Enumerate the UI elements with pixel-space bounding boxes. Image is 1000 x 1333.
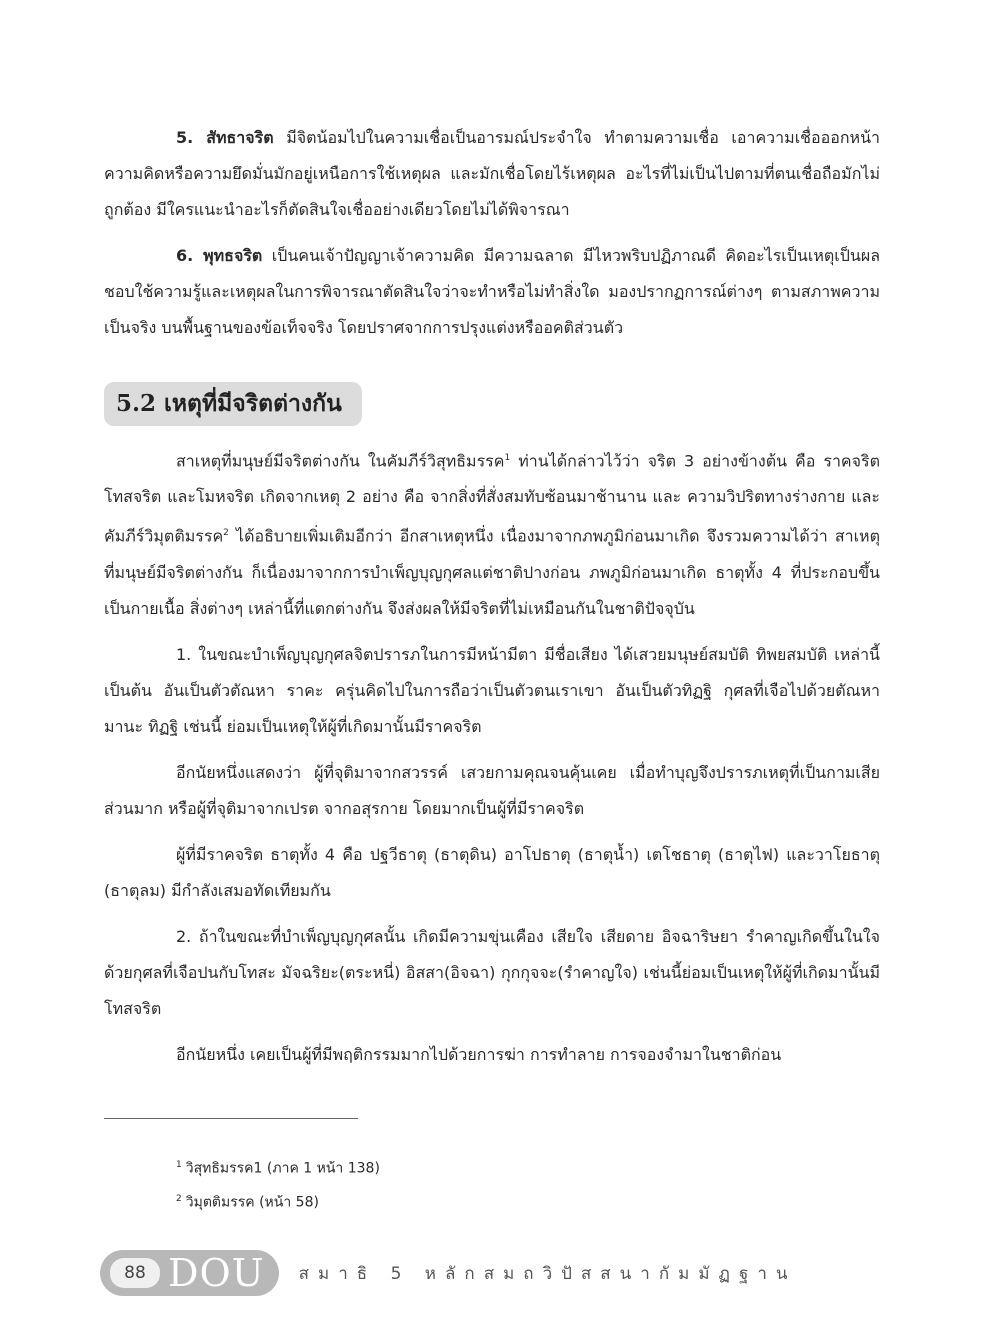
page-number: 88 [110, 1258, 160, 1288]
paragraph-dosa-cause: 2. ถ้าในขณะที่บำเพ็ญบุญกุศลนั้น เกิดมีความขุ่นเคือง เสียใจ เสียดาย อิจฉาริษยา รำคาญเกิดขึ้นในใจ ด้วยกุศลที่เจือปนกับโทสะ มัจฉริยะ(ตระหนี่) อิสสา(อิจฉา) กุกกุจจะ(รำคาญใจ) เช่นนี้ย่อมเป็นเหตุให้ผู้ที่เกิดมานั้นมีโทสจริต [104, 926, 880, 1018]
intro-text-3: ได้อธิบายเพิ่มเติมอีกว่า อีกสาเหตุหนึ่ง เนื่องมาจากภพภูมิก่อนมาเกิด จึงรวมความได้ว่า สาเหตุที่มนุษย์มีจริตต่างกัน ก็เนื่องมาจากการบำเพ็ญบุญกุศลแต่ชาติปางก่อน ภพภูมิก่อนมาเกิด ธาตุทั้ง 4 ที่ประกอบขึ้นเป็นกายเนื้อ สิ่งต่างๆ เหล่านี้ที่แตกต่างกัน จึงส่งผลให้มีจริตที่ไม่เหมือนกันในชาติปัจจุบัน [104, 526, 880, 618]
paragraph-raga-cause: 1. ในขณะบำเพ็ญบุญกุศลจิตปรารภในการมีหน้ามีตา มีชื่อเสียง ได้เสวยมนุษย์สมบัติ ทิพยสมบัติ เหล่านี้เป็นต้น อันเป็นตัวตัณหา ราคะ ครุ่นคิดไปในการถือว่าเป็นตัวตนเราเขา อันเป็นตัวทิฏฐิ กุศลที่เจือไปด้วยตัณหา มานะ ทิฏฐิ เช่นนี้ ย่อมเป็นเหตุให้ผู้ที่เกิดมานั้นมีราคจริต [104, 644, 880, 736]
paragraph-buddhi-carita [104, 238, 880, 346]
footer-badge [100, 1250, 279, 1296]
footnote-text: วิสุทธิมรรค1 (ภาค 1 หน้า 138) [185, 1160, 380, 1177]
top-content [104, 120, 880, 356]
paragraph-text: มีจิตน้อมไปในความเชื่อเป็นอารมณ์ประจำใจ ทำตามความเชื่อ เอาความเชื่อออกหน้า ความคิดหรือความยึดมั่นมักอยู่เหนือการใช้เหตุผล และมักเชื่อโดยไร้เหตุผล อะไรที่ไม่เป็นไปตามที่ตนเชื่อถือมักไม่ถูกต้อง มีใครแนะนำอะไรก็ตัดสินใจเชื่ออย่างเดียวโดยไม่ได้พิจารณา [104, 128, 880, 219]
section-heading-text: 5.2 เหตุที่มีจริตต่างกัน [116, 390, 342, 417]
footnote-ref-2[interactable]: 2 [223, 528, 229, 539]
section-body [104, 440, 880, 1083]
footnote-2 [176, 1184, 380, 1218]
footnote-divider [104, 1118, 358, 1119]
paragraph-dosa-alt: อีกนัยหนึ่ง เคยเป็นผู้ที่มีพฤติกรรมมากไปด้วยการฆ่า การทำลาย การจองจำมาในชาติก่อน [176, 1044, 782, 1064]
section-intro-paragraph [104, 440, 880, 627]
paragraph-raga-elements: ผู้ที่มีราคจริต ธาตุทั้ง 4 คือ ปฐวีธาตุ (ธาตุดิน) อาโปธาตุ (ธาตุน้ำ) เตโชธาตุ (ธาตุไฟ) และวาโยธาตุ (ธาตุลม) มีกำลังเสมอทัดเทียมกัน [104, 844, 880, 900]
term-saddha-carita: 5. สัทธาจริต [176, 128, 274, 147]
intro-text-2: ท่านได้กล่าวไว้ว่า จริต 3 อย่างข้างต้น คือ ราคจริต โทสจริต และโมหจริต เกิดจากเหตุ 2 อย่าง คือ จากสิ่งที่สั่งสมทับซ้อนมาช้านาน และ ความวิปริตทางร่างกาย และคัมภีร์วิมุตติมรรค [104, 451, 880, 546]
footnote-text: วิมุตติมรรค (หน้า 58) [185, 1194, 319, 1211]
footnote-ref-1[interactable]: 1 [504, 453, 511, 463]
footnote-mark: 2 [176, 1193, 182, 1204]
footnote-mark: 1 [176, 1160, 182, 1170]
term-buddhi-carita: 6. พุทธจริต [176, 246, 263, 265]
running-title: สมาธิ 5 หลักสมถวิปัสสนากัมมัฏฐาน [298, 1263, 797, 1284]
intro-text-1: สาเหตุที่มนุษย์มีจริตต่างกัน ในคัมภีร์วิสุทธิมรรค [176, 451, 505, 471]
dou-logo: DOU [168, 1251, 265, 1295]
footnote-1 [176, 1150, 380, 1184]
paragraph-saddha-carita [104, 120, 880, 228]
paragraph-raga-alt: อีกนัยหนึ่งแสดงว่า ผู้ที่จุติมาจากสวรรค์ เสวยกามคุณจนคุ้นเคย เมื่อทำบุญจึงปรารภเหตุที่เป็นกามเสียส่วนมาก หรือผู้ที่จุติมาจากเปรต จากอสุรกาย โดยมากเป็นผู้ที่มีราคจริต [104, 762, 880, 818]
page-footer [100, 1250, 797, 1296]
paragraph-text: เป็นคนเจ้าปัญญาเจ้าความคิด มีความฉลาด มีไหวพริบปฏิภาณดี คิดอะไรเป็นเหตุเป็นผล ชอบใช้ความรู้และเหตุผลในการพิจารณาตัดสินใจว่าจะทำหรือไม่ทำสิ่งใด มองปรากฏการณ์ต่างๆ ตามสภาพความเป็นจริง บนพื้นฐานของข้อเท็จจริง โดยปราศจากการปรุงแต่งหรืออคติส่วนตัว [104, 246, 881, 337]
section-heading [104, 382, 362, 426]
footnotes [176, 1150, 380, 1217]
